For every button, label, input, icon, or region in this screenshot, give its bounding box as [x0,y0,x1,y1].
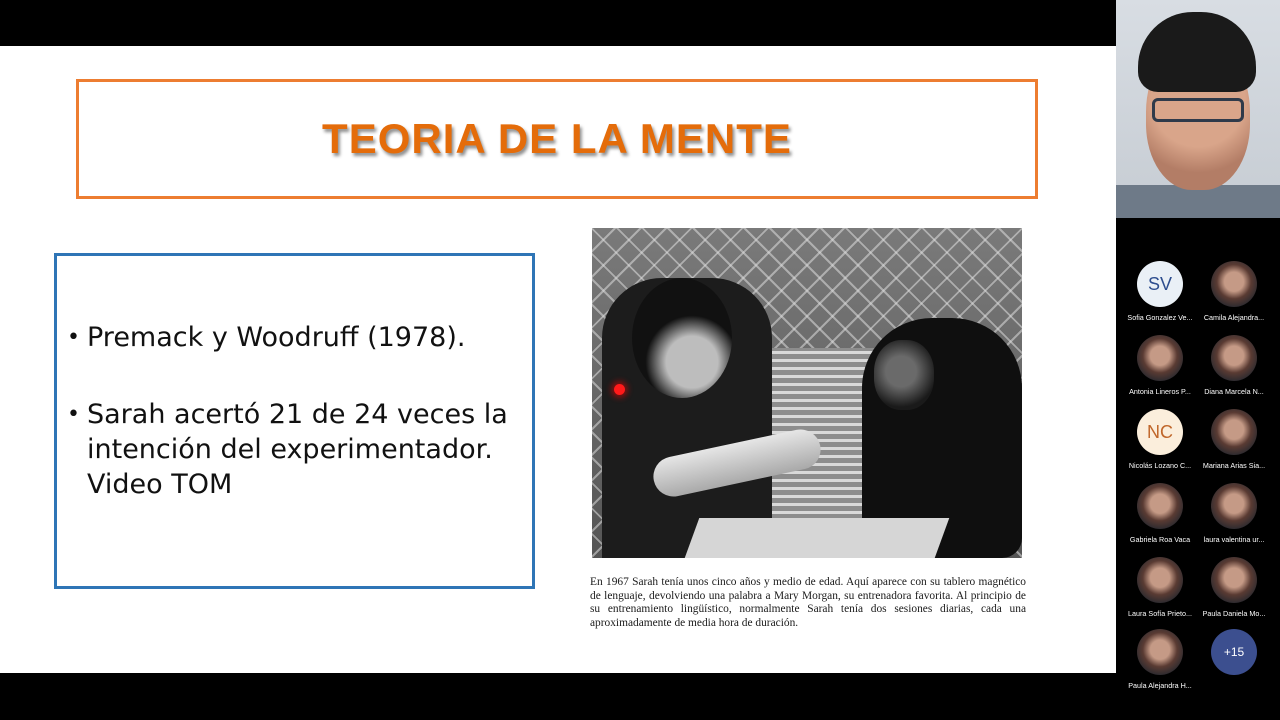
avatar [1211,335,1257,381]
participants-panel [1116,0,1280,720]
bullet-list [65,320,512,544]
participant-name: Mariana Arias Sia... [1202,461,1266,470]
bullet-text: Sarah acertó 21 de 24 veces la intención del experimentador. Video TOM [87,399,508,500]
avatar [1211,409,1257,455]
table-surface [685,518,950,558]
participant-name: Antonia Lineros P... [1129,387,1191,396]
bullet-item [65,397,512,502]
participant-name: Sofia Gonzalez Ve... [1127,313,1193,322]
avatar [1211,483,1257,529]
avatar [1137,335,1183,381]
laser-pointer-icon [614,384,625,395]
participant-name: Diana Marcela N... [1204,387,1264,396]
more-participants-tile[interactable] [1194,626,1274,694]
sarah-chimp-photo [592,228,1022,558]
photo-caption: En 1967 Sarah tenía unos cinco años y medio de edad. Aquí aparece con su tablero magnético de lenguaje, devolviendo una palabra a Mary Morgan, su entrenadora favorita. Al principio de su entrenamiento lingüístico, normalmente Sarah tenía dos sesiones diarias, cada una aproximadamente de media hora de duración. [590,576,1026,629]
participant-name: Nicolás Lozano C... [1128,461,1192,470]
avatar [1211,557,1257,603]
bullet-text: Premack y Woodruff (1978). [87,322,466,353]
participant-tile[interactable] [1194,480,1274,548]
participant-name: Paula Daniela Mo... [1202,609,1266,618]
speaker-hair [1138,12,1256,92]
participant-name: Gabriela Roa Vaca [1129,535,1191,544]
participant-tile[interactable] [1194,406,1274,474]
avatar [1137,557,1183,603]
avatar [1137,483,1183,529]
participant-name: Camila Alejandra... [1203,313,1265,322]
bullet-box [54,253,535,589]
slide-title: TEORIA DE LA MENTE [322,115,792,162]
avatar: NC [1137,409,1183,455]
participant-tile[interactable] [1120,480,1200,548]
avatar: SV [1137,261,1183,307]
more-participants-button[interactable]: +15 [1211,629,1257,675]
bullet-item [65,320,512,355]
participant-tile[interactable] [1194,258,1274,326]
participant-name: laura valentina ur... [1203,535,1265,544]
presentation-slide [0,46,1116,673]
avatar [1211,261,1257,307]
participant-name: Laura Sofía Prieto... [1128,609,1192,618]
participant-tile[interactable] [1120,406,1200,474]
chimp-face [874,340,934,410]
avatar [1137,629,1183,675]
participant-tile[interactable] [1194,554,1274,622]
bullet-dot-icon: • [67,325,80,350]
participant-tile[interactable] [1120,258,1200,326]
active-speaker-video[interactable] [1116,0,1280,218]
bullet-dot-icon: • [67,402,80,427]
participant-tile[interactable] [1120,626,1200,694]
title-box [76,79,1038,199]
participant-tile[interactable] [1120,554,1200,622]
speaker-glasses [1152,98,1244,122]
trainer-head [632,278,732,398]
participant-tile[interactable] [1120,332,1200,400]
participant-tile[interactable] [1194,332,1274,400]
participant-name: Paula Alejandra H... [1128,681,1192,690]
